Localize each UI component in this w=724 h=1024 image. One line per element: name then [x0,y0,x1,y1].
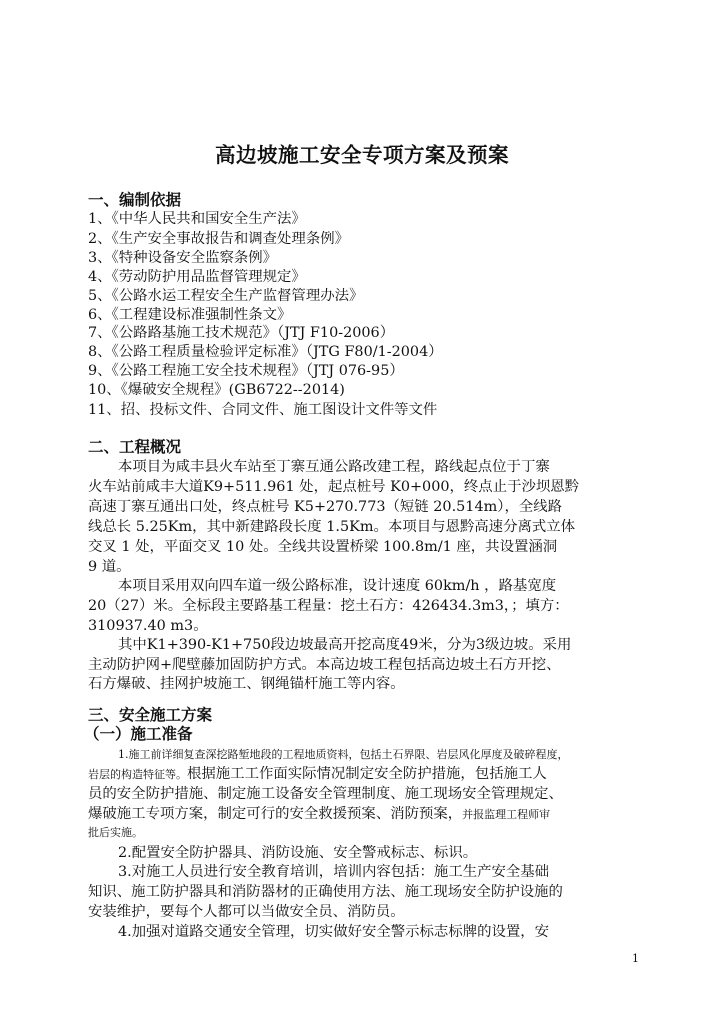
preparation-line: 4.加强对道路交通安全管理，切实做好安全警示标志标牌的设置，安 [118,924,550,940]
basis-item: 8、《公路工程质量检验评定标准》（JTG F80/1-2004） [88,344,443,360]
basis-item: 9、《公路工程施工安全技术规程》（JTJ 076-95） [88,363,404,379]
overview-line: 主动防护网+爬壁藤加固防护方式。本高边坡工程包括高边坡土石方开挖、 [88,657,561,673]
document-title: 高边坡施工安全专项方案及预案 [215,143,509,167]
overview-line: 线总长 5.25Km，其中新建路段长度 1.5Km。本项目与恩黔高速分离式立体 [88,519,576,535]
section-heading-safety-plan: 三、安全施工方案 [88,706,213,724]
overview-line: 火车站前咸丰大道K9+511.961 处，起点桩号 K0+000，终点止于沙坝恩黔 [88,479,580,495]
basis-item: 1、《中华人民共和国安全生产法》 [88,211,306,227]
page-number: 1 [632,952,639,965]
preparation-text-small: 岩层的构造特征等。 [88,768,187,781]
overview-line: 310937.40 m3。 [88,618,208,634]
overview-line: 石方爆破、挂网护坡施工、钢绳锚杆施工等内容。 [88,676,405,692]
preparation-text: 根据施工工作面实际情况制定安全防护措施，包括施工人 [187,766,547,782]
preparation-line: 3.对施工人员进行安全教育培训，培训内容包括：施工生产安全基础 [118,864,550,880]
overview-line: 9 道。 [88,559,131,575]
overview-line: 本项目为咸丰县火车站至丁寨互通公路改建工程，路线起点位于丁寨 [118,459,550,475]
basis-item: 4、《劳动防护用品监督管理规定》 [88,269,306,285]
basis-item: 2、《生产安全事故报告和调查处理条例》 [88,231,349,247]
preparation-text-small: 并报监理工程师审 [462,808,551,821]
preparation-text: 爆破施工专项方案，制定可行的安全救援预案、消防预案， [88,806,463,822]
basis-item: 5、《公路水运工程安全生产监督管理办法》 [88,288,364,304]
basis-item: 6、《工程建设标准强制性条文》 [88,307,292,323]
basis-item: 10、《爆破安全规程》(GB6722--2014) [88,382,345,398]
basis-item: 11、招、投标文件、合同文件、施工图设计文件等文件 [88,402,438,418]
preparation-line: 员的安全防护措施、制定施工设备安全管理制度、施工现场安全管理规定、 [88,786,563,802]
overview-line: 交叉 1 处，平面交叉 10 处。全线共设置桥梁 100.8m/1 座，共设置涵洞 [88,539,558,555]
preparation-line-small: 批后实施。 [88,826,143,839]
preparation-line: 2.配置安全防护器具、消防设施、安全警戒标志、标识。 [118,845,478,861]
section-heading-overview: 二、工程概况 [88,438,182,456]
preparation-line [88,764,547,785]
basis-item: 7、《公路路基施工技术规范》（JTJ F10-2006） [88,325,395,341]
overview-line: 高速丁寨互通出口处，终点桩号 K5+270.773（短链 20.514m），全线路 [88,499,563,515]
section-heading-basis: 一、编制依据 [88,191,182,209]
preparation-line-small: 1.施工前详细复查深挖路堑地段的工程地质资料，包括土石界限、岩层风化厚度及破碎程度， [118,748,569,761]
overview-line: 本项目采用双向四车道一级公路标准，设计速度 60km/h ，路基宽度 [118,578,557,594]
preparation-line: 知识、施工防护器具和消防器材的正确使用方法、施工现场安全防护设施的 [88,884,563,900]
overview-line: 20（27）米。全标段主要路基工程量：挖土石方：426434.3m3，；填方： [88,598,569,614]
preparation-line [88,804,550,825]
overview-line: 其中K1+390-K1+750段边坡最高开挖高度49米，分为3级边坡。采用 [118,637,572,653]
preparation-line: 安装维护，要每个人都可以当做安全员、消防员。 [88,904,405,920]
subsection-heading-preparation: （一）施工准备 [84,725,193,743]
basis-item: 3、《特种设备安全监察条例》 [88,250,278,266]
